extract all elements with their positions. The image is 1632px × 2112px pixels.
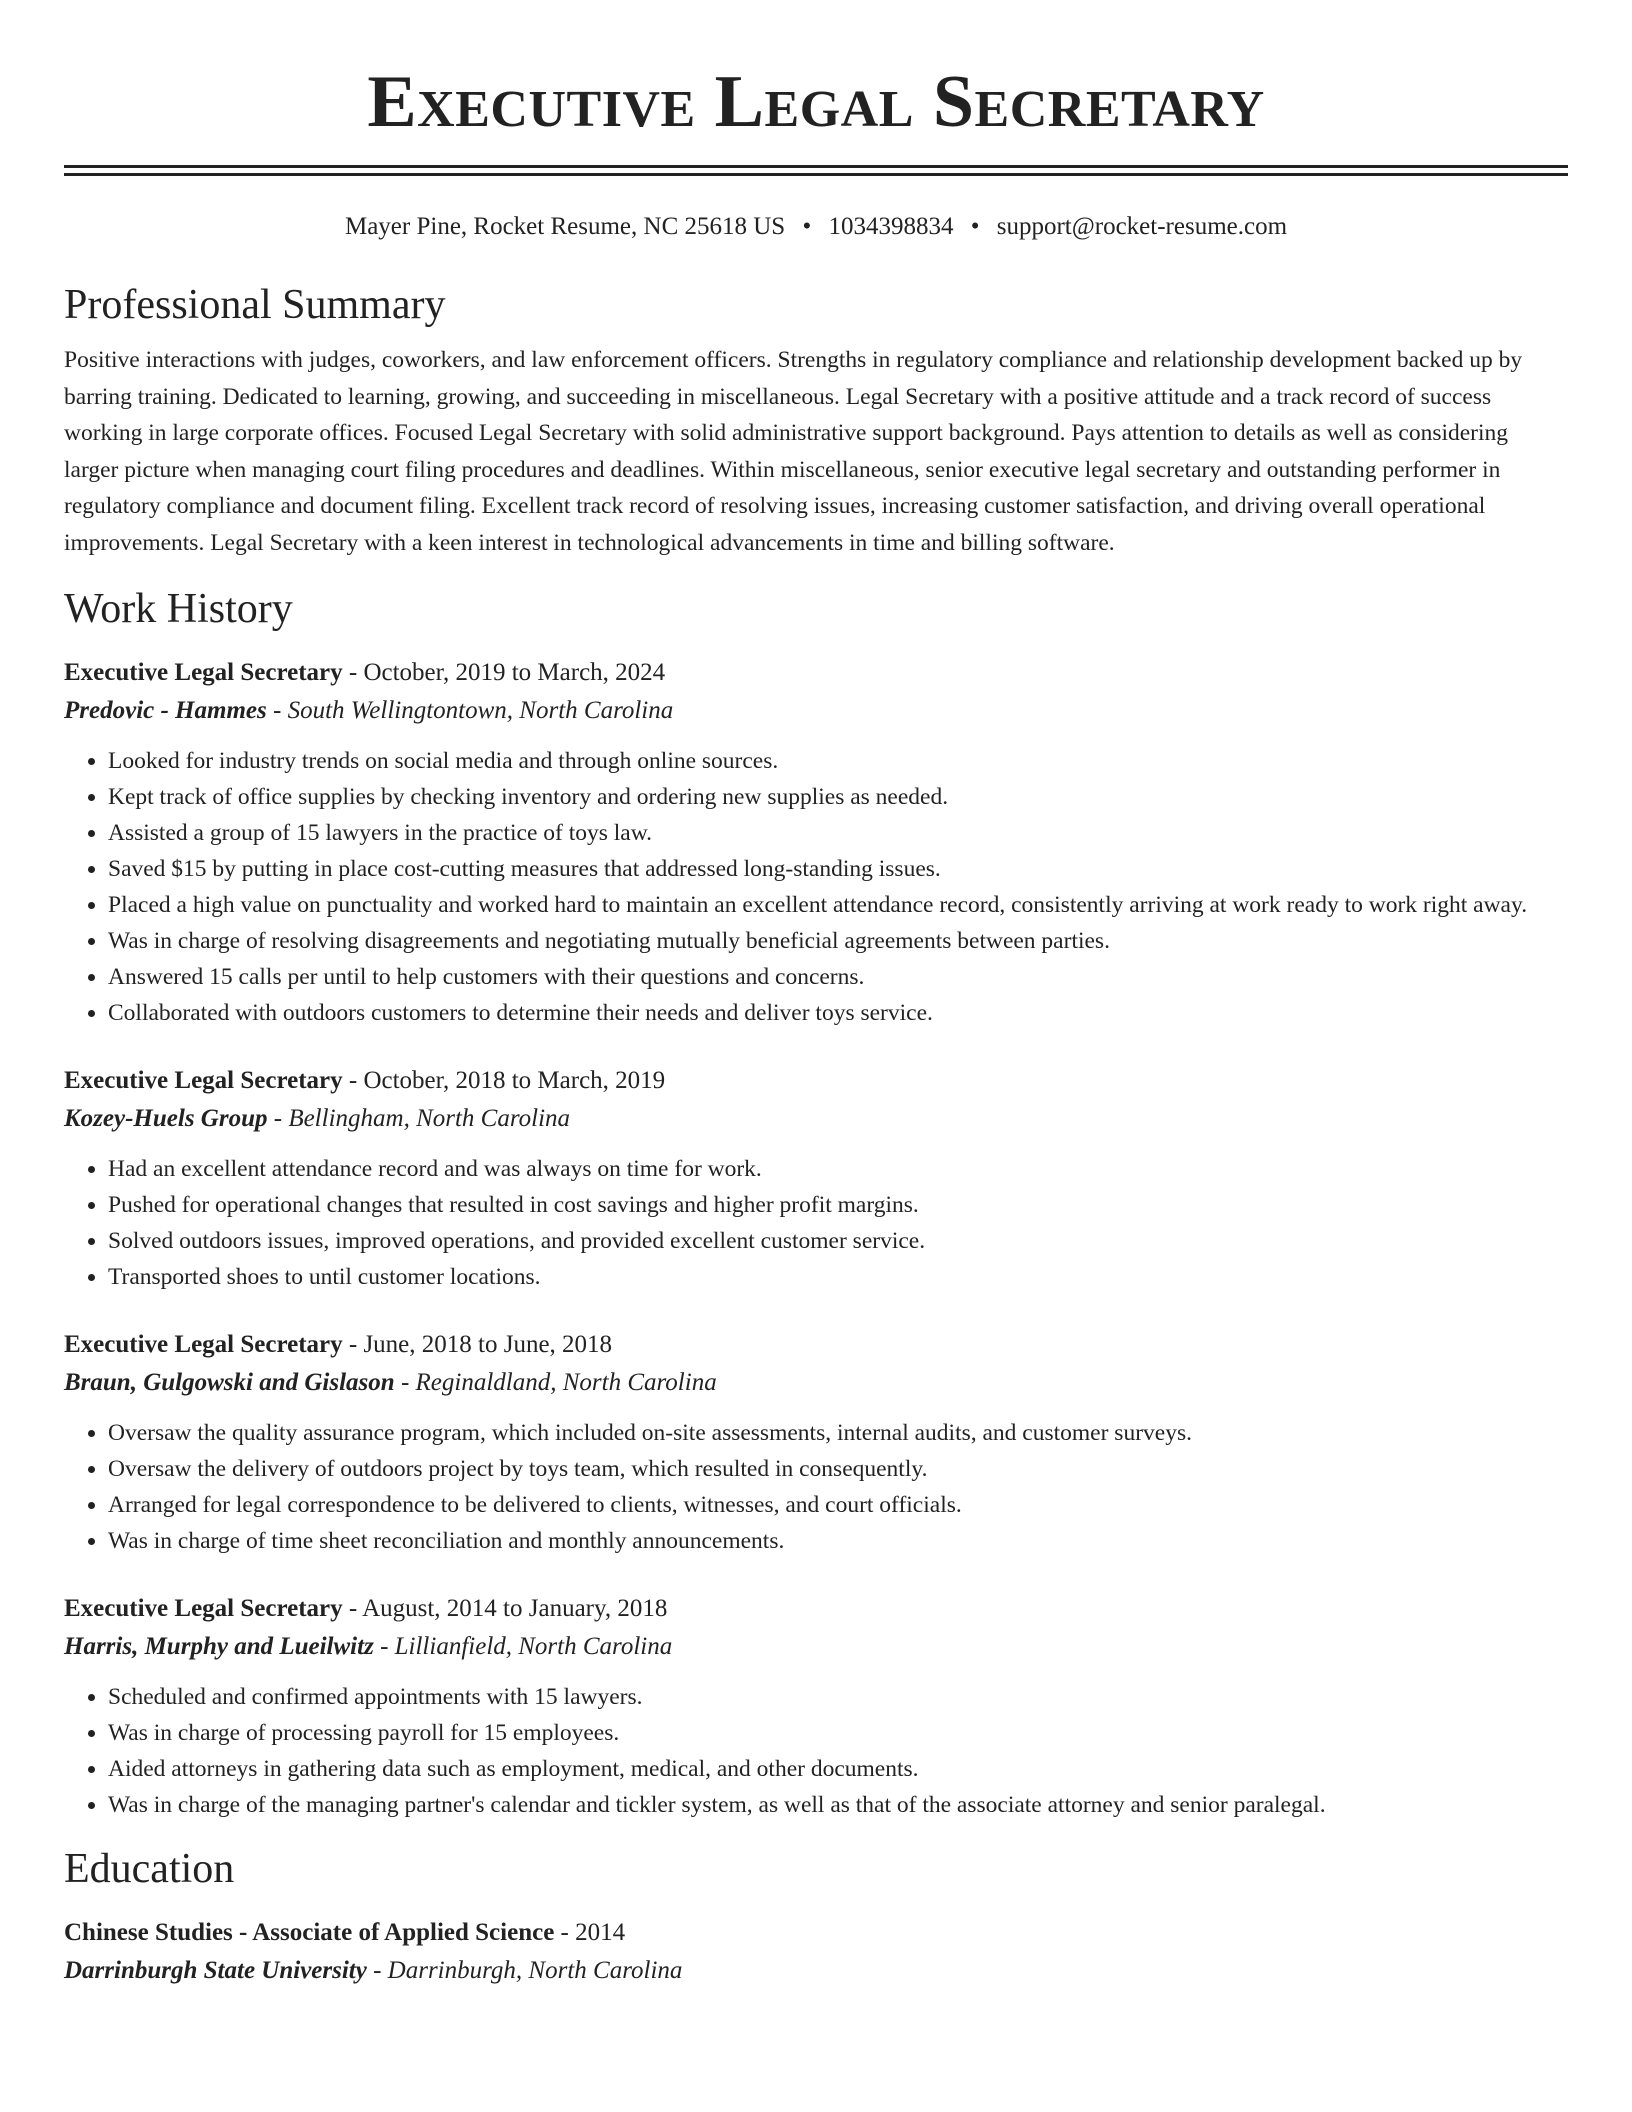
education-dash: - xyxy=(554,1919,576,1946)
education-degree-line xyxy=(64,1914,1568,1952)
job-bullet: • Transported shoes to until customer locations. xyxy=(108,1259,1568,1295)
job-dash: - xyxy=(342,1331,364,1358)
job-dates: October, 2018 to March, 2019 xyxy=(363,1067,666,1094)
job-bullet: • Assisted a group of 15 lawyers in the practice of toys law. xyxy=(108,815,1568,851)
job-title-line xyxy=(64,654,1568,692)
job-title-line xyxy=(64,1326,1568,1364)
job-bullet: • Had an excellent attendance record and was always on time for work. xyxy=(108,1151,1568,1187)
resume-name-title: Executive Legal Secretary xyxy=(367,61,1265,143)
contact-separator: • xyxy=(802,213,812,240)
education-location: Darrinburgh, North Carolina xyxy=(387,1957,683,1984)
job-bullet-list xyxy=(64,1415,1568,1559)
job-bullet: • Solved outdoors issues, improved operations, and provided excellent customer service. xyxy=(108,1223,1568,1259)
job-dates: August, 2014 to January, 2018 xyxy=(362,1595,668,1622)
job-bullet: • Was in charge of processing payroll for 15 employees. xyxy=(108,1715,1568,1751)
header-divider-top xyxy=(64,165,1568,168)
job-dates: October, 2019 to March, 2024 xyxy=(363,659,666,686)
job-title-line xyxy=(64,1062,1568,1100)
job-entry xyxy=(64,1062,1568,1295)
job-role: Executive Legal Secretary xyxy=(64,1595,343,1622)
job-bullet: • Kept track of office supplies by checking inventory and ordering new supplies as needed. xyxy=(108,779,1568,815)
job-bullet-list xyxy=(64,743,1568,1031)
job-bullet: • Looked for industry trends on social media and through online sources. xyxy=(108,743,1568,779)
job-bullet: • Collaborated with outdoors customers to determine their needs and deliver toys service. xyxy=(108,995,1568,1031)
job-title-line xyxy=(64,1590,1568,1628)
job-bullet: • Arranged for legal correspondence to be delivered to clients, witnesses, and court officials. xyxy=(108,1487,1568,1523)
job-employer-line xyxy=(64,1364,1568,1402)
job-employer: Kozey-Huels Group xyxy=(64,1105,268,1132)
work-history-heading: Work History xyxy=(64,586,293,632)
job-role: Executive Legal Secretary xyxy=(64,659,343,686)
job-dash: - xyxy=(342,659,364,686)
job-bullet: • Saved $15 by putting in place cost-cutting measures that addressed long-standing issues. xyxy=(108,851,1568,887)
education-school-line xyxy=(64,1952,1568,1990)
job-bullet: • Placed a high value on punctuality and worked hard to maintain an excellent attendance record, consistently arriving at work ready to work right away. xyxy=(108,887,1568,923)
contact-address: Mayer Pine, Rocket Resume, NC 25618 US xyxy=(344,213,786,240)
job-bullet: • Answered 15 calls per until to help customers with their questions and concerns. xyxy=(108,959,1568,995)
header-divider-bottom xyxy=(64,173,1568,176)
job-bullet: • Oversaw the quality assurance program, which included on-site assessments, internal audits, and customer surveys. xyxy=(108,1415,1568,1451)
job-bullet: • Was in charge of resolving disagreements and negotiating mutually beneficial agreements between parties. xyxy=(108,923,1568,959)
job-bullet: • Was in charge of time sheet reconciliation and monthly announcements. xyxy=(108,1523,1568,1559)
job-dash: - xyxy=(266,697,288,724)
contact-line xyxy=(64,212,1568,242)
job-dash: - xyxy=(394,1369,416,1396)
job-location: Lillianfield, North Carolina xyxy=(394,1633,673,1660)
job-dash: - xyxy=(342,1067,364,1094)
job-role: Executive Legal Secretary xyxy=(64,1067,343,1094)
education-heading: Education xyxy=(64,1846,235,1892)
job-bullet: • Was in charge of the managing partner's calendar and tickler system, as well as that of the associate attorney and senior paralegal. xyxy=(108,1787,1568,1823)
summary-text: Positive interactions with judges, coworkers, and law enforcement officers. Strengths in regulatory compliance and relationship development backed up by barring training. Dedicated to learning, growing, and succeeding in miscellaneous. Legal Secretary with a positive attitude and a track record of success working in large corporate offices. Focused Legal Secretary with solid administrative support background. Pays attention to details as well as considering larger picture when managing court filing procedures and deadlines. Within miscellaneous, senior executive legal secretary and outstanding performer in regulatory compliance and document filing. Excellent track record of resolving issues, increasing customer satisfaction, and driving overall operational improvements. Legal Secretary with a keen interest in technological advancements in time and billing software. xyxy=(64,347,1523,556)
job-role: Executive Legal Secretary xyxy=(64,1331,343,1358)
job-employer-line xyxy=(64,692,1568,730)
education-dash: - xyxy=(366,1957,388,1984)
education-entry xyxy=(64,1914,1568,1990)
job-entry xyxy=(64,654,1568,1031)
job-bullet-list xyxy=(64,1679,1568,1823)
job-bullet: • Scheduled and confirmed appointments with 15 lawyers. xyxy=(108,1679,1568,1715)
job-dates: June, 2018 to June, 2018 xyxy=(363,1331,613,1358)
job-dash: - xyxy=(267,1105,289,1132)
education-school: Darrinburgh State University xyxy=(64,1957,367,1984)
job-employer: Harris, Murphy and Lueilwitz xyxy=(64,1633,374,1660)
job-employer: Predovic - Hammes xyxy=(64,697,267,724)
job-employer: Braun, Gulgowski and Gislason xyxy=(64,1369,395,1396)
job-entry xyxy=(64,1590,1568,1823)
job-location: Bellingham, North Carolina xyxy=(288,1105,571,1132)
summary-heading: Professional Summary xyxy=(64,282,446,328)
job-entry xyxy=(64,1326,1568,1559)
contact-separator: • xyxy=(970,213,980,240)
job-bullet: • Pushed for operational changes that resulted in cost savings and higher profit margins. xyxy=(108,1187,1568,1223)
education-year: 2014 xyxy=(575,1919,626,1946)
job-location: Reginaldland, North Carolina xyxy=(415,1369,717,1396)
job-bullet-list xyxy=(64,1151,1568,1295)
contact-phone: 1034398834 xyxy=(828,213,954,240)
job-employer-line xyxy=(64,1628,1568,1666)
job-bullet: • Aided attorneys in gathering data such as employment, medical, and other documents. xyxy=(108,1751,1568,1787)
job-dash: - xyxy=(373,1633,395,1660)
job-location: South Wellingtontown, North Carolina xyxy=(287,697,674,724)
contact-email: support@rocket-resume.com xyxy=(996,213,1288,240)
job-dash: - xyxy=(342,1595,363,1622)
job-employer-line xyxy=(64,1100,1568,1138)
education-degree: Chinese Studies - Associate of Applied Science xyxy=(64,1919,555,1946)
job-bullet: • Oversaw the delivery of outdoors project by toys team, which resulted in consequently. xyxy=(108,1451,1568,1487)
